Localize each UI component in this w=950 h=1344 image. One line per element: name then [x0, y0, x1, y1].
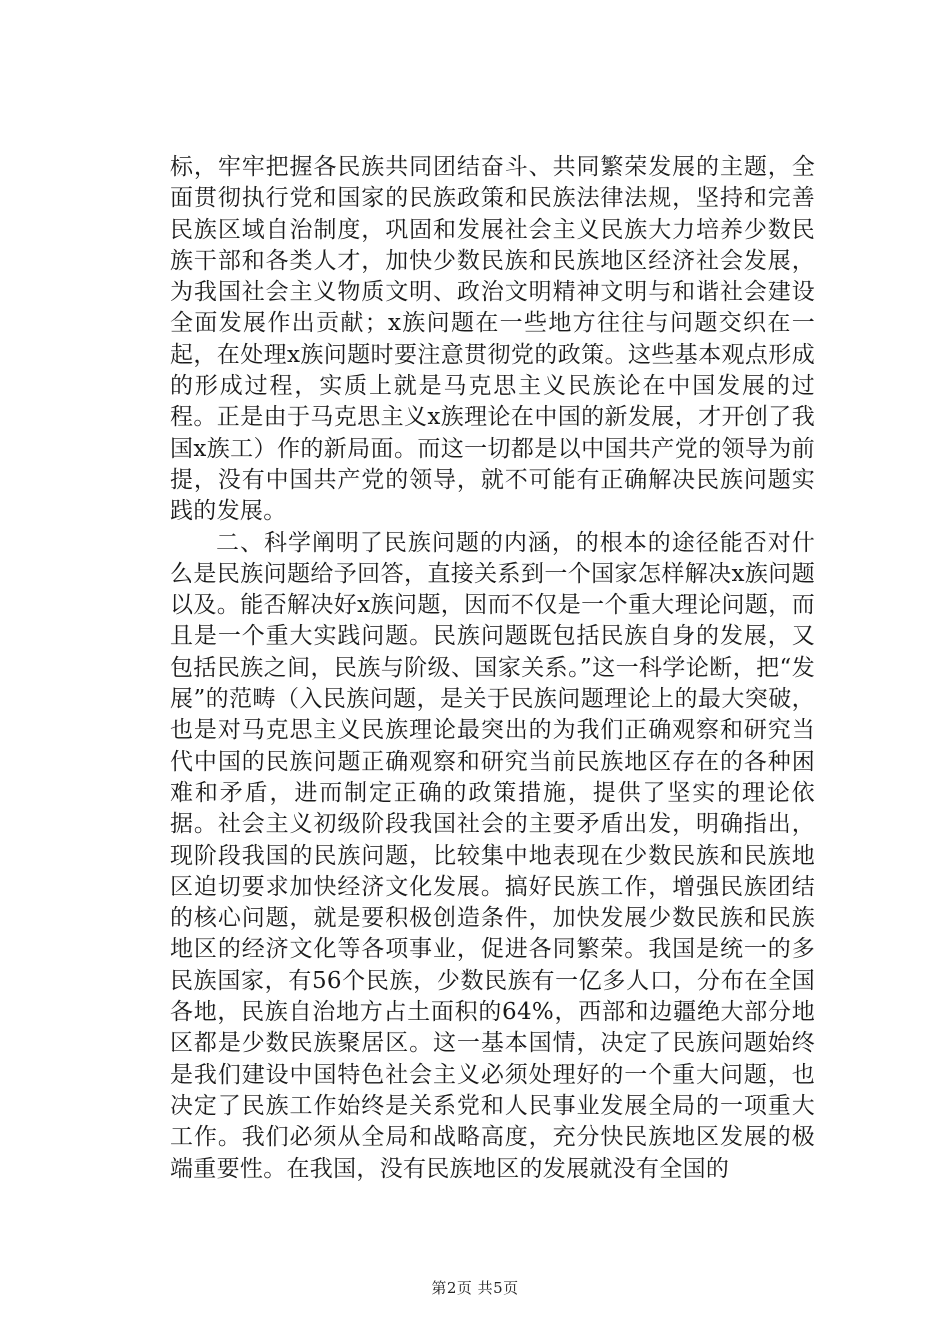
page-number-footer: 第2页 共5页: [431, 1279, 519, 1297]
paragraph-1: 标，牢牢把握各民族共同团结奋斗、共同繁荣发展的主题，全面贯彻执行党和国家的民族政策和民族法律法规，坚持和完善民族区域自治制度，巩固和发展社会主义民族大力培养少数民族干部和各类人才，加快少数民族和民族地区经济社会发展，为我国社会主义物质文明、政治文明精神文明与和谐社会建设全面发展作出贡献；x族问题在一些地方往往与问题交织在一起，在处理x族问题时要注意贯彻党的政策。这些基本观点形成的形成过程，实质上就是马克思主义民族论在中国发展的过程。正是由于马克思主义x族理论在中国的新发展，才开创了我国x族工）作的新局面。而这一切都是以中国共产党的领导为前提，没有中国共产党的领导，就不可能有正确解决民族问题实践的发展。: [170, 154, 815, 525]
paragraph-2: 二、科学阐明了民族问题的内涵，的根本的途径能否对什么是民族问题给予回答，直接关系到一个国家怎样解决x族问题以及。能否解决好x族问题，因而不仅是一个重大理论问题，而且是一个重大实践问题。民族问题既包括民族自身的发展，又包括民族之间，民族与阶级、国家关系。”这一科学论断，把“发展”的范畴（入民族问题，是关于民族问题理论上的最大突破，也是对马克思主义民族理论最突出的为我们正确观察和研究当代中国的民族问题正确观察和研究当前民族地区存在的各种困难和矛盾，进而制定正确的政策措施，提供了坚实的理论依据。社会主义初级阶段我国社会的主要矛盾出发，明确指出，现阶段我国的民族问题，比较集中地表现在少数民族和民族地区迫切要求加快经济文化发展。搞好民族工作，增强民族团结的核心问题，就是要积极创造条件，加快发展少数民族和民族地区的经济文化等各项事业，促进各同繁荣。我国是统一的多民族国家，有56个民族，少数民族有一亿多人口，分布在全国各地，民族自治地方占土面积的64%，西部和边疆绝大部分地区都是少数民族聚居区。这一基本国情，决定了民族问题始终是我们建设中国特色社会主义必须处理好的一个重大问题，也决定了民族工作始终是关系党和人民事业发展全局的一项重大工作。我们必须从全局和战略高度，充分快民族地区发展的极端重要性。在我国，没有民族地区的发展就没有全国的: [170, 529, 815, 1182]
document-body: [170, 152, 815, 1185]
